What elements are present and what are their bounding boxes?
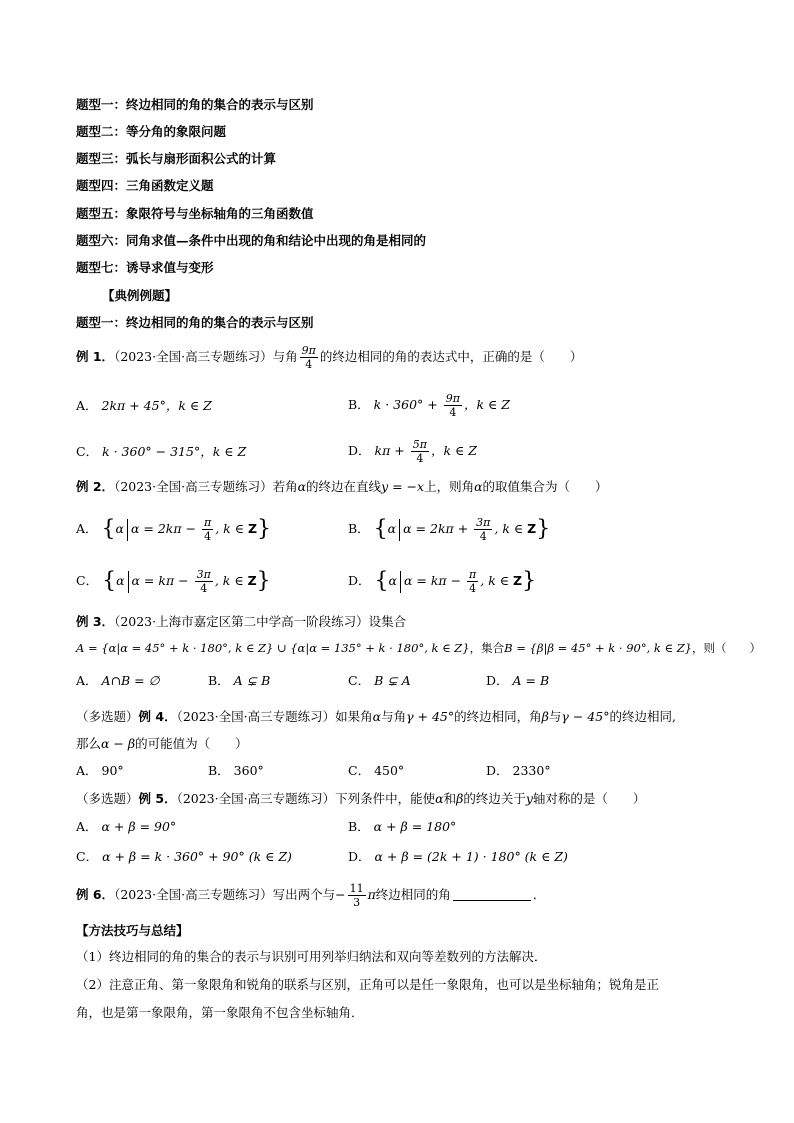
type-item-5: 题型五：象限符号与坐标轴角的三角函数值: [76, 206, 314, 221]
type-item-4: 题型四：三角函数定义题: [76, 178, 214, 193]
type-item-1: 题型一：终边相同的角的集合的表示与区别: [76, 97, 314, 112]
example-5-option-d: D． α + β = (2k + 1) · 180° (k ∈ Z): [348, 849, 568, 864]
example-2-option-b: B． {α α = 2kπ + $\frac{3\pi}{4}$ , k ∈ Z}: [348, 516, 551, 543]
example-4-stem: （多选题）例 4．（2023·全国·高三专题练习）如果角α与角γ + 45°的终边相同，角β与γ − 45°的终边相同,: [76, 709, 676, 724]
type-item-6: 题型六：同角求值—条件中出现的角和结论中出现的角是相同的: [76, 233, 427, 248]
example-1-option-b: B． k · 360° + $\frac{9\pi}{4}$ ，k ∈ Z: [348, 392, 510, 419]
example-3-sets: A = {α|α = 45° + k · 180°, k ∈ Z} ∪ {α|α = 135° + k · 180°, k ∈ Z}，集合B = {β|β = 45° + k · 90°, k ∈ Z}，则（ ）: [76, 641, 762, 655]
fraction: $\frac{9\pi}{4}$: [301, 344, 316, 371]
example-1-option-c: C． k · 360° − 315°，k ∈ Z: [76, 444, 247, 459]
example-2-option-c: C． {α α = kπ − $\frac{3\pi}{4}$ , k ∈ Z}: [76, 568, 271, 595]
example-2-option-d: D． {α α = kπ − $\frac{\pi}{4}$ , k ∈ Z}: [348, 568, 537, 595]
example-5-option-b: B． α + β = 180°: [348, 819, 457, 834]
example-6-stem: 例 6．（2023·全国·高三专题练习）写出两个与− $\frac{11}{3}$ π终边相同的角 ．: [76, 882, 546, 909]
example-1-option-a: A． 2kπ + 45°，k ∈ Z: [76, 398, 212, 413]
example-3-stem: 例 3．（2023·上海市嘉定区第二中学高一阶段练习）设集合: [76, 614, 407, 629]
example-label: 例 3．: [76, 614, 115, 629]
type-item-2: 题型二：等分角的象限问题: [76, 124, 227, 139]
example-3-option-d: D． A = B: [486, 673, 550, 688]
type-item-3: 题型三：弧长与扇形面积公式的计算: [76, 151, 277, 166]
example-3-option-a: A． A∩B = ∅: [76, 673, 160, 688]
example-2-stem: 例 2．（2023·全国·高三专题练习）若角α的终边在直线y = −x上，则角α的取值集合为（ ）: [76, 479, 608, 494]
example-4-option-c: C． 450°: [348, 763, 405, 778]
example-5-stem: （多选题）例 5．（2023·全国·高三专题练习）下列条件中，能使α和β的终边关于y轴对称的是（ ）: [76, 791, 646, 806]
example-4-option-a: A． 90°: [76, 763, 124, 778]
example-2-option-a: A． {α α = 2kπ − $\frac{\pi}{4}$ , k ∈ Z}: [76, 516, 272, 543]
examples-heading: 【典例例题】: [102, 288, 178, 303]
summary-point-2-cont: 角，也是第一象限角，第一象限角不包含坐标轴角．: [76, 1005, 364, 1020]
summary-point-1: （1）终边相同的角的集合的表示与识别可用列举归纳法和双向等差数列的方法解决．: [76, 949, 547, 964]
summary-heading: 【方法技巧与总结】: [76, 923, 189, 938]
example-3-option-b: B． A ⊊ B: [208, 673, 271, 688]
type-item-7: 题型七：诱导求值与变形: [76, 260, 214, 275]
example-label: 例 1．: [76, 349, 115, 364]
example-4-option-d: D． 2330°: [486, 763, 551, 778]
example-4-option-b: B． 360°: [208, 763, 264, 778]
example-4-stem-line2: 那么α − β的可能值为（ ）: [76, 736, 248, 751]
example-label: 例 2．: [76, 479, 115, 494]
example-1-option-d: D． kπ + $\frac{5\pi}{4}$ ，k ∈ Z: [348, 438, 477, 465]
section-title: 题型一：终边相同的角的集合的表示与区别: [76, 315, 314, 330]
answer-blank[interactable]: [453, 900, 531, 901]
summary-point-2: （2）注意正角、第一象限角和锐角的联系与区别，正角可以是任一象限角，也可以是坐标轴角；锐角是正: [76, 977, 659, 992]
example-5-option-a: A． α + β = 90°: [76, 819, 177, 834]
example-1-stem: 例 1．（2023·全国·高三专题练习）与角 $\frac{9\pi}{4}$ 的终边相同的角的表达式中，正确的是（ ）: [76, 344, 583, 371]
example-5-option-c: C． α + β = k · 360° + 90° (k ∈ Z): [76, 849, 292, 864]
example-3-option-c: C． B ⊊ A: [348, 673, 411, 688]
